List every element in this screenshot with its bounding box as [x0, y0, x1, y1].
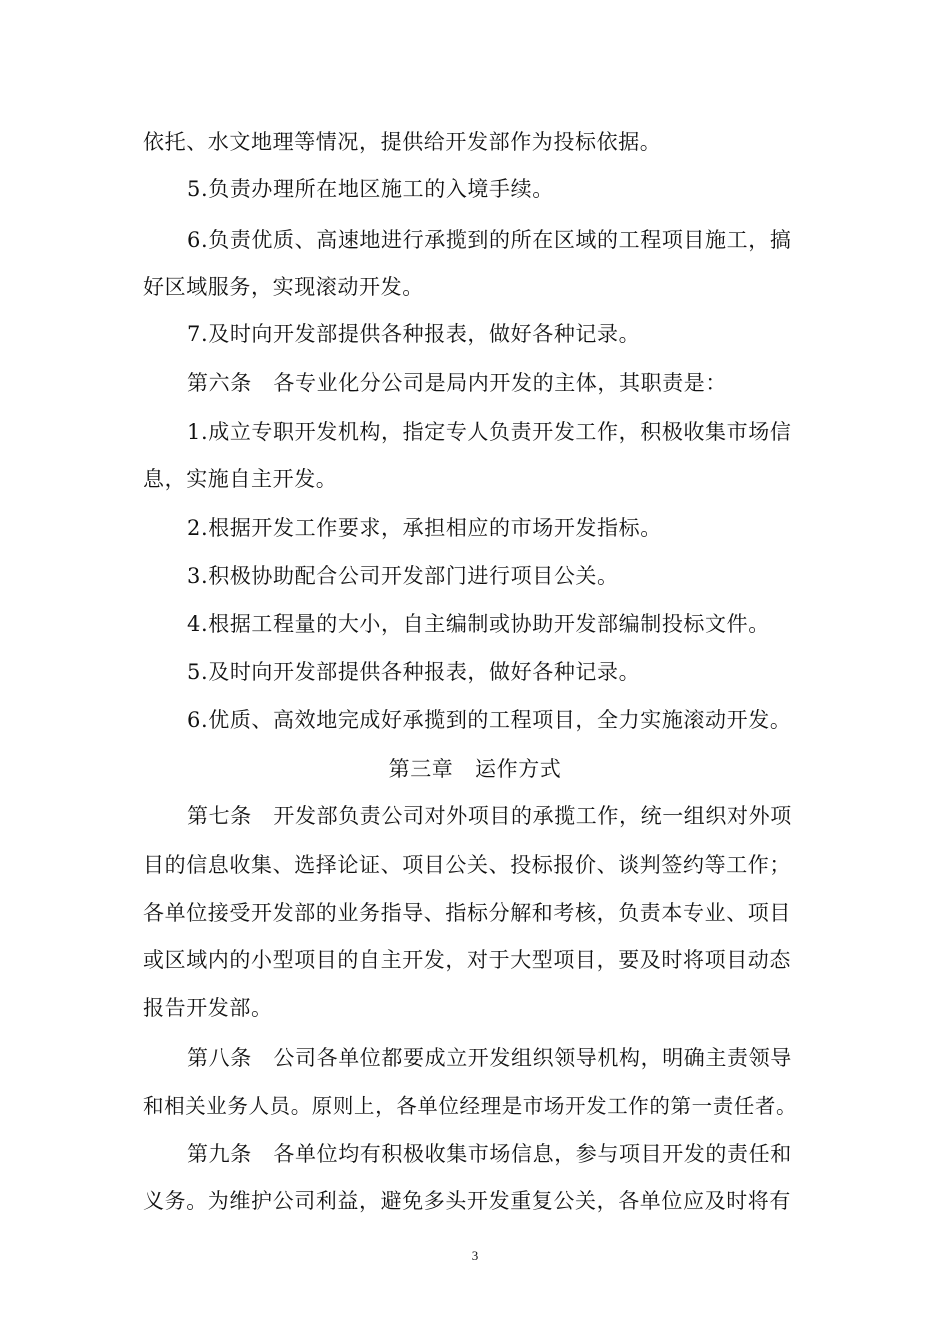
text-line: 或区域内的小型项目的自主开发，对于大型项目，要及时将项目动态 [143, 948, 791, 972]
text-line: 6.负责优质、高速地进行承揽到的所在区域的工程项目施工，搞 [187, 228, 792, 252]
text-line: 依托、水文地理等情况，提供给开发部作为投标依据。 [143, 130, 662, 154]
text-line: 5.负责办理所在地区施工的入境手续。 [187, 177, 554, 201]
page-number: 3 [471, 1248, 479, 1263]
article-heading-line: 第七条 开发部负责公司对外项目的承揽工作，统一组织对外项 [187, 804, 792, 828]
text-line: 1.成立专职开发机构，指定专人负责开发工作，积极收集市场信 [187, 420, 792, 444]
text-line: 6.优质、高效地完成好承揽到的工程项目，全力实施滚动开发。 [187, 708, 792, 732]
text-line: 7.及时向开发部提供各种报表，做好各种记录。 [187, 322, 641, 346]
text-line: 3.积极协助配合公司开发部门进行项目公关。 [187, 564, 619, 588]
article-heading-line: 第九条 各单位均有积极收集市场信息，参与项目开发的责任和 [187, 1142, 792, 1166]
text-line: 息，实施自主开发。 [143, 467, 338, 491]
text-line: 4.根据工程量的大小，自主编制或协助开发部编制投标文件。 [187, 612, 770, 636]
text-line: 和相关业务人员。原则上，各单位经理是市场开发工作的第一责任者。 [143, 1094, 798, 1118]
text-line: 报告开发部。 [143, 996, 273, 1020]
text-line: 义务。为维护公司利益，避免多头开发重复公关，各单位应及时将有 [143, 1189, 791, 1213]
article-heading-line: 第六条 各专业化分公司是局内开发的主体，其职责是： [187, 371, 727, 395]
text-line: 目的信息收集、选择论证、项目公关、投标报价、谈判签约等工作； [143, 853, 791, 877]
text-line: 2.根据开发工作要求，承担相应的市场开发指标。 [187, 516, 662, 540]
text-line: 好区域服务，实现滚动开发。 [143, 275, 424, 299]
text-line: 各单位接受开发部的业务指导、指标分解和考核，负责本专业、项目 [143, 901, 791, 925]
text-line: 5.及时向开发部提供各种报表，做好各种记录。 [187, 660, 641, 684]
chapter-heading: 第三章 运作方式 [388, 757, 562, 781]
article-heading-line: 第八条 公司各单位都要成立开发组织领导机构，明确主责领导 [187, 1046, 792, 1070]
